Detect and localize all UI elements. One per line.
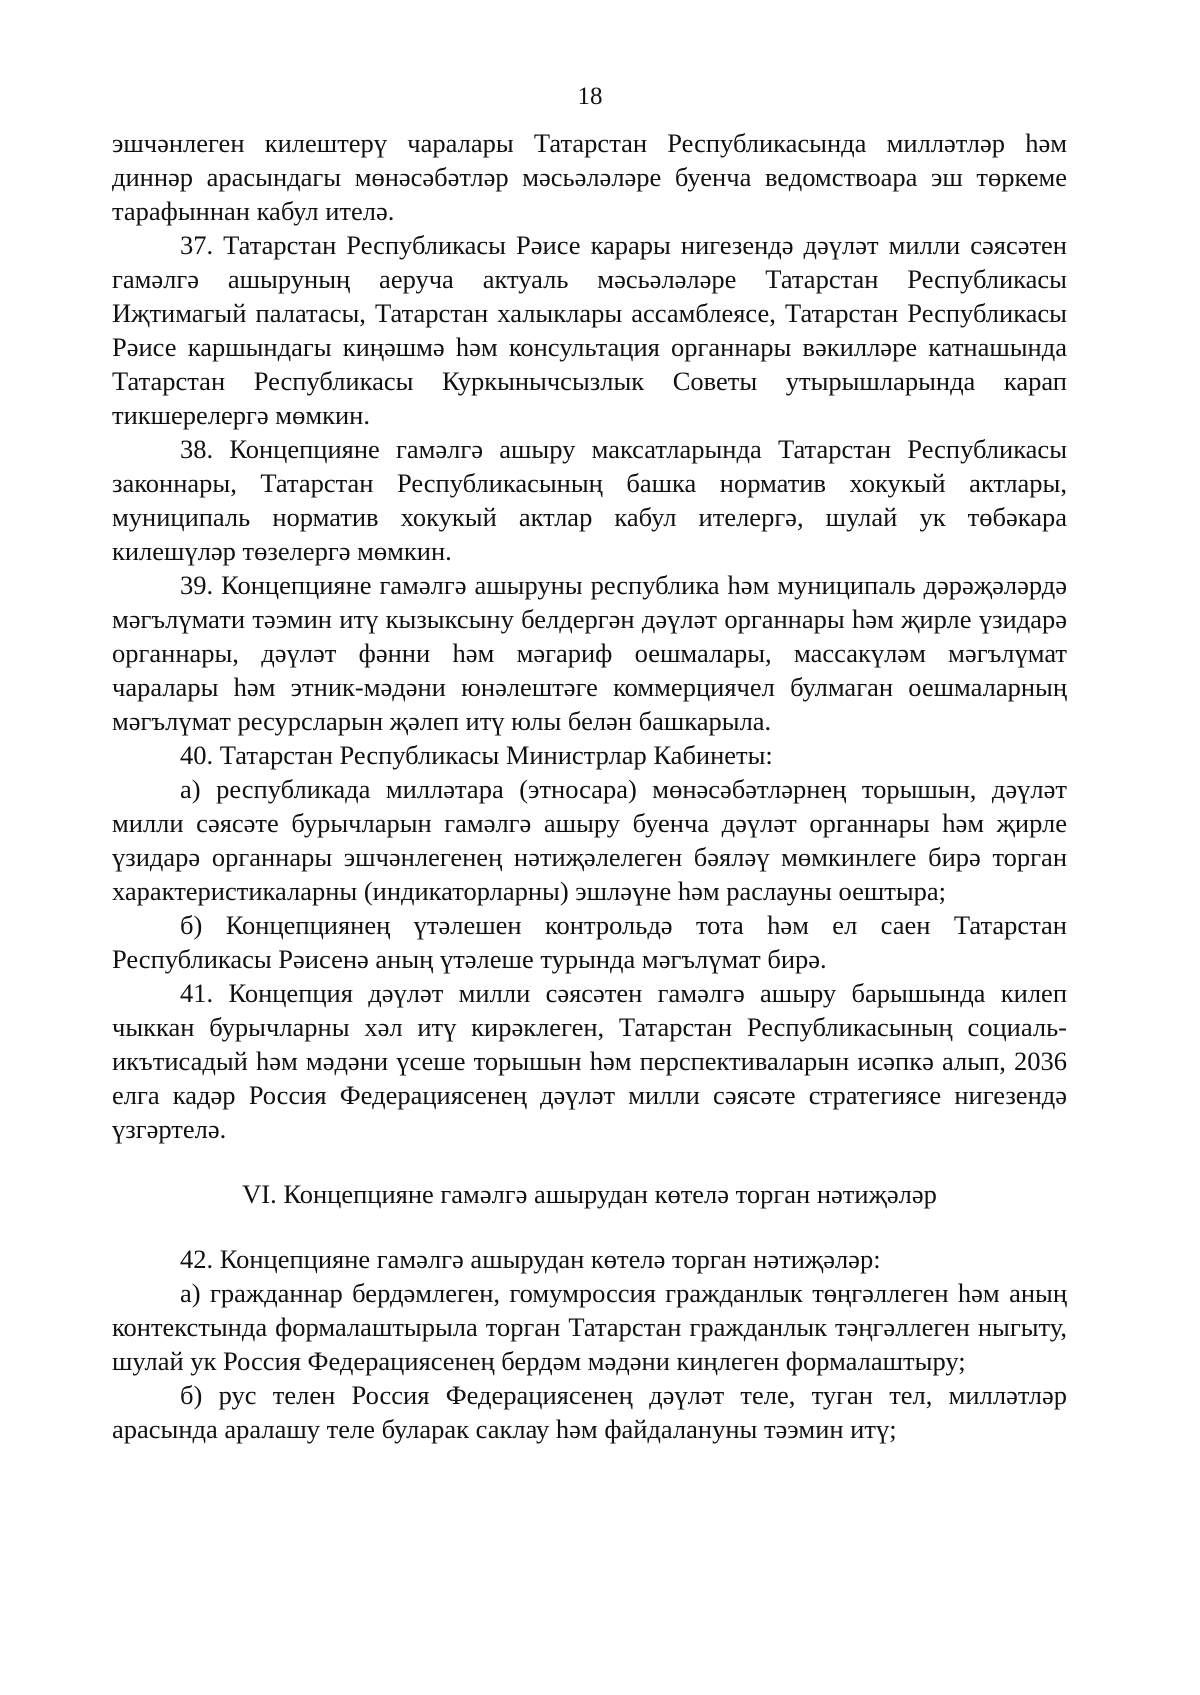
paragraph-42-a: а) гражданнар бердәмлеген, гомумроссия гражданлык төңгәллеген һәм аның контекстында формалаштырыла торган Татарстан гражданлык тәңгәллеген ныгыту, шулай ук Россия Федерациясенең бердәм мәдәни киңлеген формалаштыру; — [112, 1278, 1067, 1376]
paragraph-40: 40. Татарстан Республикасы Министрлар Кабинеты: — [180, 740, 773, 770]
paragraph-42: 42. Концепцияне гамәлгә ашырудан көтелә торган нәтиҗәләр: — [180, 1244, 881, 1274]
page-number: 18 — [577, 83, 603, 110]
document-body — [112, 126, 1067, 1446]
paragraph-41: 41. Концепция дәүләт милли сәясәтен гамәлгә ашыру барышында килеп чыккан бурычларны хәл итү кирәклеген, Татарстан Республикасының социаль-икътисадый һәм мәдәни үсеше торышын һәм перспективаларын исәпкә алып, 2036 елга кадәр Россия Федерациясенең дәүләт милли сәясәте стратегиясе нигезендә үзгәртелә. — [112, 978, 1067, 1144]
paragraph-40-a: а) республикада милләтара (этносара) мөнәсәбәтләрнең торышын, дәүләт милли сәясәте бурычларын гамәлгә ашыру буенча дәүләт органнары һәм җирле үзидарә органнары эшчәнлегенең нәтиҗәлелеген бәяләү мөмкинлеге бирә торган характеристикаларны (индикаторларны) эшләүне һәм раслауны оештыра; — [112, 774, 1067, 906]
paragraph-42-b: б) рус телен Россия Федерациясенең дәүләт теле, туган тел, милләтләр арасында аралашу теле буларак саклау һәм файдалануны тәэмин итү; — [112, 1380, 1067, 1444]
paragraph-40-b: б) Концепциянең үтәлешен контрольдә тота һәм ел саен Татарстан Республикасы Рәисенә аның үтәлеше турында мәгълүмат бирә. — [112, 910, 1067, 974]
paragraph-continuation: эшчәнлеген килештерү чаралары Татарстан Республикасында милләтләр һәм диннәр арасындагы мөнәсәбәтләр мәсьәләләре буенча ведомствоара эш төркеме тарафыннан кабул ителә. — [112, 128, 1067, 226]
section-heading: VI. Концепцияне гамәлгә ашырудан көтелә торган нәтиҗәләр — [242, 1179, 937, 1209]
paragraph-37: 37. Татарстан Республикасы Рәисе карары нигезендә дәүләт милли сәясәтен гамәлгә ашыруның аеруча актуаль мәсьәләләре Татарстан Республикасы Иҗтимагый палатасы, Татарстан халыклары ассамблеясе, Татарстан Республикасы Рәисе каршындагы киңәшмә һәм консультация органнары вәкилләре катнашында Татарстан Республикасы Куркынычсызлык Советы утырышларында карап тикшерелергә мөмкин. — [112, 230, 1067, 430]
paragraph-38: 38. Концепцияне гамәлгә ашыру максатларында Татарстан Республикасы законнары, Татарстан Республикасының башка норматив хокукый актлары, муниципаль норматив хокукый актлар кабул ителергә, шулай ук төбәкара килешүләр төзелергә мөмкин. — [112, 434, 1067, 566]
paragraph-39: 39. Концепцияне гамәлгә ашыруны республика һәм муниципаль дәрәҗәләрдә мәгълүмати тәэмин итү кызыксыну белдергән дәүләт органнары һәм җирле үзидарә органнары, дәүләт фәнни һәм мәгариф оешмалары, массакүләм мәгълүмат чаралары һәм этник-мәдәни юнәлештәге коммерциячел булмаган оешмаларның мәгълүмат ресурсларын җәлеп итү юлы белән башкарыла. — [112, 570, 1067, 736]
